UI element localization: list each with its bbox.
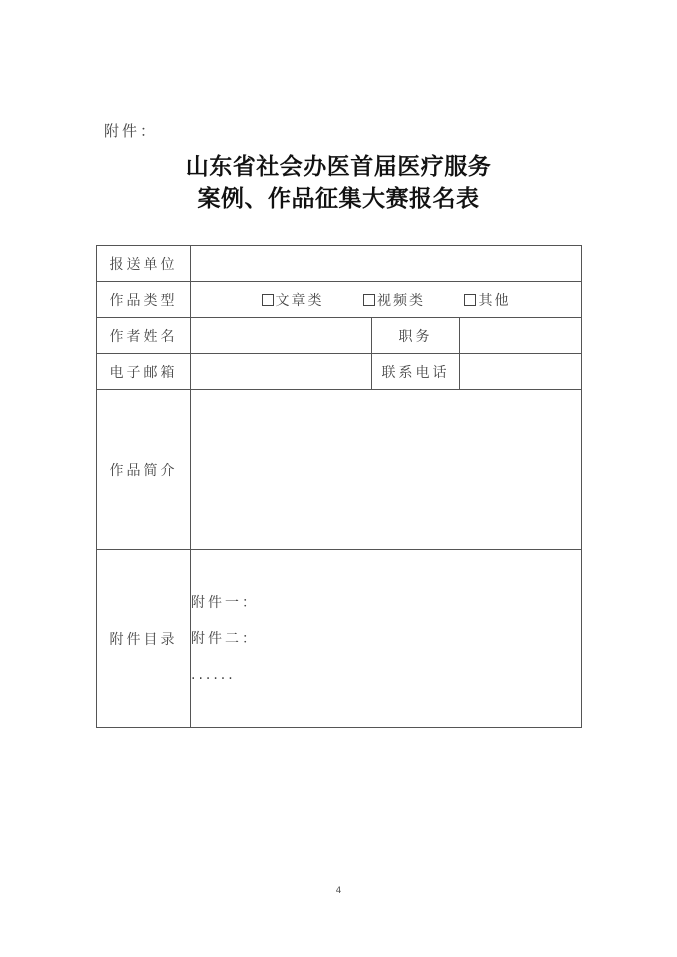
row-unit: [97, 246, 582, 282]
document-title-line-2: 案例、作品征集大赛报名表: [197, 185, 480, 212]
email-field[interactable]: [191, 354, 372, 390]
checkbox-icon[interactable]: [464, 294, 476, 306]
attachment-ellipsis: ......: [191, 666, 236, 683]
row-author: [97, 318, 582, 354]
attachments-label: 附件目录: [97, 550, 191, 728]
registration-form-table: [96, 245, 582, 728]
type-option-article[interactable]: 文章类: [262, 290, 324, 310]
row-intro: [97, 390, 582, 550]
checkbox-icon[interactable]: [262, 294, 274, 306]
row-type: [97, 282, 582, 318]
author-label: 作者姓名: [97, 318, 191, 354]
attachment-item: 附件二：: [191, 630, 259, 647]
attachments-field[interactable]: [191, 550, 582, 728]
row-attachments: [97, 550, 582, 728]
type-option-video[interactable]: 视频类: [363, 290, 425, 310]
checkbox-icon[interactable]: [363, 294, 375, 306]
author-field[interactable]: [191, 318, 372, 354]
email-label: 电子邮箱: [97, 354, 191, 390]
attachment-item: 附件一：: [191, 594, 259, 611]
unit-label: 报送单位: [97, 246, 191, 282]
document-title-line-1: 山东省社会办医首届医疗服务: [185, 153, 492, 180]
row-contact: [97, 354, 582, 390]
type-options: [191, 282, 582, 318]
type-option-other[interactable]: 其他: [464, 290, 510, 310]
page-number: 4: [335, 886, 342, 896]
phone-label: 联系电话: [372, 354, 460, 390]
position-field[interactable]: [460, 318, 582, 354]
attachment-label: 附件：: [104, 122, 159, 140]
intro-label: 作品简介: [97, 390, 191, 550]
position-label: 职务: [372, 318, 460, 354]
type-label: 作品类型: [97, 282, 191, 318]
phone-field[interactable]: [460, 354, 582, 390]
unit-field[interactable]: [191, 246, 582, 282]
intro-field[interactable]: [191, 390, 582, 550]
